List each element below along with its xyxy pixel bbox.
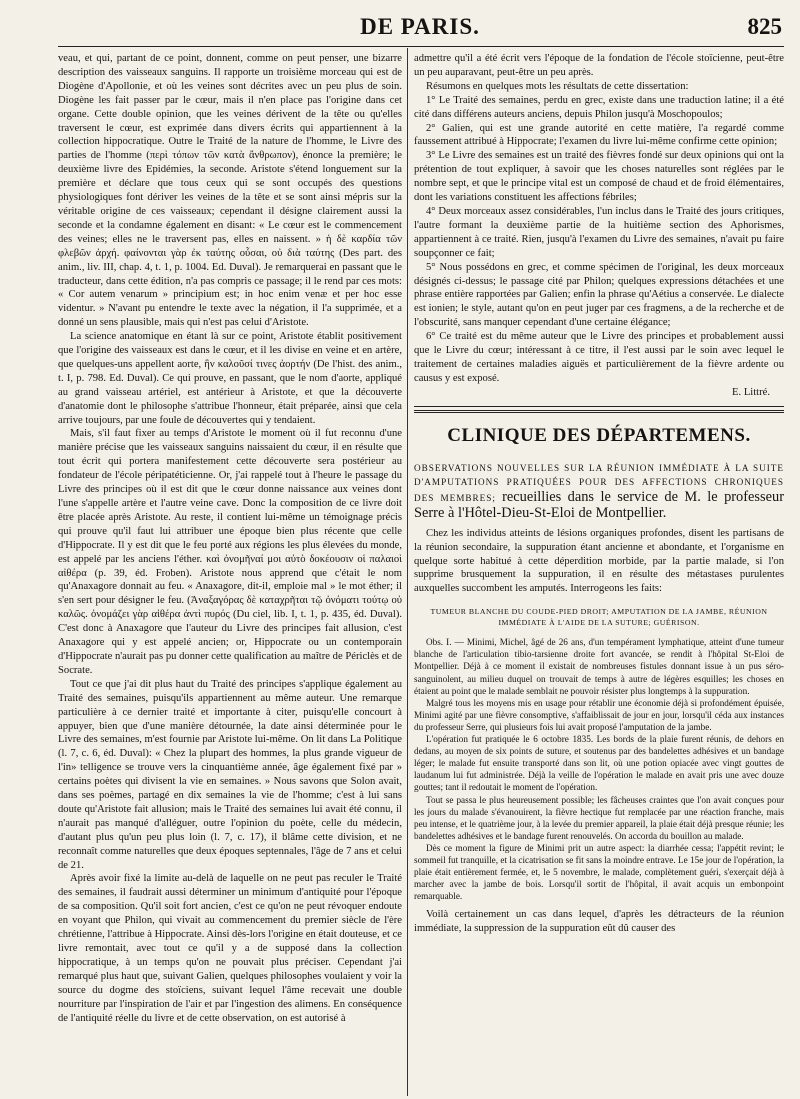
case-heading: TUMEUR BLANCHE DU COUDE-PIED DROIT; AMPUTATION DE LA JAMBE, RÉUNION IMMÉDIATE À L'AIDE DE LA SUTURE; GUÉRISON. — [430, 607, 768, 628]
case-paragraph: Tout se passa le plus heureusement possible; les fâcheuses craintes que l'on avait conçues pour les jours du malade s'évanouirent, la fièvre hectique fut remplacée par une réaction franche, mais peu intense, et le quatrième jour, à la levée du premier appareil, la plaie était déjà presque réunie; les bandelettes adhésives et le bandage furent renouvelés. On accorda du bouillon au malade. — [414, 794, 784, 841]
page-title: DE PARIS. — [360, 14, 480, 39]
paragraph: Mais, s'il faut fixer au temps d'Aristote le moment où il fut reconnu d'une manière précise que les vaisseaux sanguins naissaient du cœur, il en résulte que tout écrit qui portera manifestement cette découverte sera postérieur au fondateur de l'école péripatéticienne. Or, j'ai rappelé tout à l'heure le passage du Livre des principes où il est dit que le cœur donne naissance aux veines dont l'une s'appelle artère et l'autre veine cave. Donc la composition de ce livre doit être placée après Aristote. Au reste, il contient lui-même un témoignage précis qui prouve qu'il faut lui attribuer une époque bien plus récente que celle d'Hippocrate. Il y est dit que le feu porté aux régions les plus élevées du monde, est appelé par les anciens l'éther. καὶ ὀνομῆναί μοι αὐτὸ δοκέουσιν οἱ παλαιοὶ αἰθέρα (p. 39, éd. Froben). Aristote nous apprend que c'était le nom qu'Anaxagore donnait au feu. « Anaxagore, dit-il, emploie mal » le mot éther; il s'en sert pour désigner le feu. (Ἀναξαγόρας δὲ καταχρῆται τῷ ὀνόματι τούτῳ οὐ καλῶς. ὀνομάζει γὰρ αἰθέρα ἀντὶ πυρός (Du ciel, lib. I, t. 1, p. 435, éd. Duval). C'est donc à Anaxagore que l'auteur du Livre des principes fait allusion, c'est Anaxagore qui y est appelé ancien; or, Hippocrate ou un contemporain d'Hippocrate n'aurait pas pu donner cette qualification au maître de Périclès et de Socrate. — [58, 428, 402, 676]
case-paragraph: Malgré tous les moyens mis en usage pour rétablir une économie déjà si profondément épuisée, Minimi agité par une fièvre consomptive, s'affaiblissait de jour en jour, lorsqu'il céda aux instances du professeur Serre, qui plusieurs fois lui avait proposé l'amputation de la jambe. — [414, 697, 784, 732]
case-paragraph: Dès ce moment la figure de Minimi prit un autre aspect: la diarrhée cessa; l'appétit revint; le sommeil fut tranquille, et la cicatrisation se fit sans la moindre entrave. Le 15e jour de l'opération, la plaie était entièrement fermée, et, le 5 novembre, le malade, complètement guéri, s'exerçait déjà à marcher avec la jambe de bois. Lorsqu'il sortit de l'hôpital, il avait acquis un embonpoint remarquable. — [414, 842, 784, 902]
right-column — [414, 52, 784, 1092]
article-intro: Chez les individus atteints de lésions organiques profondes, disent les partisans de la réunion secondaire, la suppuration étant ancienne et abondante, et l'organisme en quelque sorte habitué à cette déperdition morbide, par la partie malade, si l'on supprime brusquement la suppuration, il en résulte des métastases purulentes auxquelles succombent les amputés. Interrogeons les faits: — [414, 527, 784, 595]
article-title-caps: OBSERVATIONS NOUVELLES SUR LA RÉUNION IMMÉDIATE À LA SUITE D'AMPUTATIONS PRATIQUÉES POUR DES AFFECTIONS CHRONIQUES DES MEMBRES; — [414, 462, 784, 503]
page-number: 825 — [747, 14, 782, 39]
page-header — [58, 14, 782, 44]
article-title-rest: recueillies dans le service de M. le professeur Serre à l'Hôtel-Dieu-St-Eloi de Montpellier. — [414, 488, 784, 521]
paragraph: 1° Le Traité des semaines, perdu en grec, existe dans une traduction latine; il a été cité dans différens auteurs anciens, depuis Philon jusqu'à Moschopoulos; — [414, 94, 784, 120]
paragraph: 2° Galien, qui est une grande autorité en cette matière, l'a regardé comme faussement attribué à Hippocrate; l'examen du livre lui-même confirme cette opinion; — [414, 122, 784, 148]
author-signature: E. Littré. — [732, 386, 770, 398]
paragraph: Après avoir fixé la limite au-delà de laquelle on ne peut pas reculer le Traité des semaines, il faudrait aussi déterminer un minimum d'antiquité pour l'époque de sa composition. Qu'il soit fort ancien, c'est ce qu'on ne peut révoquer endoute en voyant que Philon, qui vivait au commencement du premier siècle de l'ère chrétienne, l'attribue à Hippocrate. Ainsi dès-lors l'origine en était douteuse, et ce livre remontait, avec tout ce qu'il y a de supposé dans la collection hippocratique, à un temps qu'on ne pouvait plus préciser. Cependant j'ai remarqué plus haut que, suivant Galien, quelques philosophes voulaient y voir la source du dogme des stoïciens, suivant lequel l'âme recevait une double nourriture par l'inspiration de l'air et par l'ingestion des alimens. En conséquence de l'antiquité réelle du livre et de cette observation, on est autorisé à — [58, 873, 402, 1024]
closing-paragraph: Voilà certainement un cas dans lequel, d'après les détracteurs de la réunion immédiate, la suppression de la suppuration eût dû causer des — [414, 909, 784, 935]
paragraph: veau, et qui, partant de ce point, donnent, comme on peut penser, une bizarre description des vaisseaux sanguins. Il rapporte un troisième morceau qui est de Diogène d'Apollonie, et où les veines sont décrites avec un peu plus de soin. Diogène les fait passer par le cœur, mais il n'en place pas l'origine dans cet organe. Cette double opinion, que les veines dérivent de la tête ou qu'elles traversent le cœur, est exprimée dans divers écrits qui appartiennent à la collection hippocratique. Outre le Traité de la nature de l'homme, le Livre des parties de l'homme (περὶ τόπων τῶν κατὰ ἄνθρωπον), énonce la première; le deuxième livre des Epidémies, la seconde. Aristote s'étend longuement sur la première et déclare que tous ceux qui se sont occupés des questions physiologiques font dériver les veines de la tête et se sont ainsi mépris sur la véritable origine de ces vaisseaux; cependant il désigne clairement aussi la seconde et la condamne également en disant: « Le cœur est le commencement des veines; elles ne le traversent pas, elles en naissent. » ἡ δὲ καρδία τῶν φλεβῶν ἀρχή. φαίνονται γὰρ ἐκ ταύτης οὖσαι, οὐ διὰ ταύτης (Des part. des anim., liv. III, chap. 4, t. 1, p. 1004. Ed. Duval). Je remarquerai en passant que le traducteur, dans cette édition, n'a pas compris ce passage; il le rend par ces mots: « Cor autem venarum » principium est; in hoc enim venæ et per hoc esse videntur. » N'avant pu entendre le texte avec la négation, il l'a supprimée, et a donné un sens plausible, mais qui n'est pas celui d'Aristote. — [58, 53, 402, 329]
left-column — [58, 52, 402, 1092]
paragraph: 4° Deux morceaux assez considérables, l'un inclus dans le Traité des jours critiques, l'autre formant la deuxième partie de la huitième section des Aphorismes, appartiennent à ce traité. Rien, jusqu'à l'examen du Livre des semaines, n'avait pu faire soupçonner ce fait; — [414, 205, 784, 259]
paragraph: Tout ce que j'ai dit plus haut du Traité des principes s'applique également au Traité des semaines, puisqu'ils appartiennent au même auteur. Une remarque particulière à ce dernier traité et importante à citer, puisqu'elle concourt à appuyer, bien que d'une manière détournée, la date ainsi déterminée pour le Livre des semaines, m'est fournie par Aristote lui-même. On lit dans La Politique (l. 7, c. 6, éd. Duval): « Chez la plupart des hommes, la plus grande vigueur de l'in» telligence se trouve vers la cinquantième année, âge également fixé par » certains poètes qui divisent la vie en semaines. » Nous savons que Solon avait, dans ses poèmes, partagé en dix semaines la vie de l'homme; c'est à lui sans doute qu'Aristote fait allusion; mais le Traité des semaines lui avait été connu, il n'aurait pas manqué d'alléguer, outre l'opinion du poète, celle du médecin, d'autant plus qu'un peu plus loin (l. 7, c. 17), il blâme cette division, et ne reconnaît comme naturelles que deux époques septennales, l'âge de 7 ans et celui de 21. — [58, 678, 402, 871]
paragraph: 5° Nous possédons en grec, et comme spécimen de l'original, les deux morceaux désignés ci-dessus; le passage cité par Philon; quelques expressions détachées et une phrase entière rapportées par Galien; enfin la phrase qu'Aétius a conservée. Le dialecte est ionien; le style, autant qu'on en peut juger par ces fragmens, a de la recherche et de l'obscurité, sans manquer cependant d'une certaine élégance; — [414, 261, 784, 329]
paragraph: admettre qu'il a été écrit vers l'époque de la fondation de l'école stoïcienne, peut-être un peu auparavant, peut-être un peu après. — [414, 53, 784, 78]
section-double-rule — [414, 410, 784, 413]
paragraph: Résumons en quelques mots les résultats de cette dissertation: — [426, 80, 689, 92]
header-rule — [58, 46, 784, 47]
article-title — [414, 461, 784, 521]
paragraph: La science anatomique en étant là sur ce point, Aristote établit positivement que l'origine des vaisseaux est dans le cœur, et il les divise en veine et en artère, que quelques-uns appellent aorte, ἣν καλοῦσί τινες ἀορτήν (De l'hist. des anim., t. I, p. 798. Ed. Duval). Ce qui prouve, en passant, que le nom d'aorte, appliqué au grand vaisseau artériel, est antérieur à Aristote, et que la découverte d'anatomie dont le philosophe s'attribue l'honneur, était préparée, ainsi que cela arrive toujours, par une foule de découvertes qui y tendaient. — [58, 331, 402, 426]
column-divider — [407, 48, 408, 1096]
paragraph: 6° Ce traité est du même auteur que le Livre des principes et probablement aussi que le Livre du cœur; intéressant à ce titre, il l'est aussi par le soin avec lequel le traitement de certaines maladies aiguës et particulièrement de la fièvre ardente ou causus y est exposé. — [414, 331, 784, 384]
section-title: CLINIQUE DES DÉPARTEMENS. — [447, 424, 751, 446]
section-rule — [414, 406, 784, 407]
case-paragraph: L'opération fut pratiquée le 6 octobre 1835. Les bords de la plaie furent réunis, de dehors en dedans, au moyen de six points de suture, et soutenus par des bandelettes adhésives et un bandage léger; le malade fut ensuite transporté dans son lit, où une potion opiacée avec vingt gouttes de laudanum lui fut administrée. Déjà la veille de l'opération le malade en avait pris une avec douze gouttes; tant il redoutait le moment de l'opération. — [414, 734, 784, 793]
paragraph: 3° Le Livre des semaines est un traité des fièvres fondé sur deux opinions qui ont la prétention de tout expliquer, à savoir que les choses naturelles sont réglées par le nombre sept, et que le principe vital est un composé de chaud et de froid élémentaires, dont les variations constituent les affections fébriles; — [414, 150, 784, 204]
case-paragraph: Obs. I. — Minimi, Michel, âgé de 26 ans, d'un tempérament lymphatique, atteint d'une tumeur blanche de l'articulation tibio-tarsienne droite fort avancée, se rendit à l'hôpital St-Eloi de Montpellier. Déjà à ce moment il existait de nombreuses fistules donnant issue à un pus séro-sanguinolent, au milieu duquel on trouvait de temps à autre de légères esquilles; les choses en étaient au point que le malade semblait ne pouvoir résister plus longtemps à la suppuration. — [414, 637, 784, 696]
